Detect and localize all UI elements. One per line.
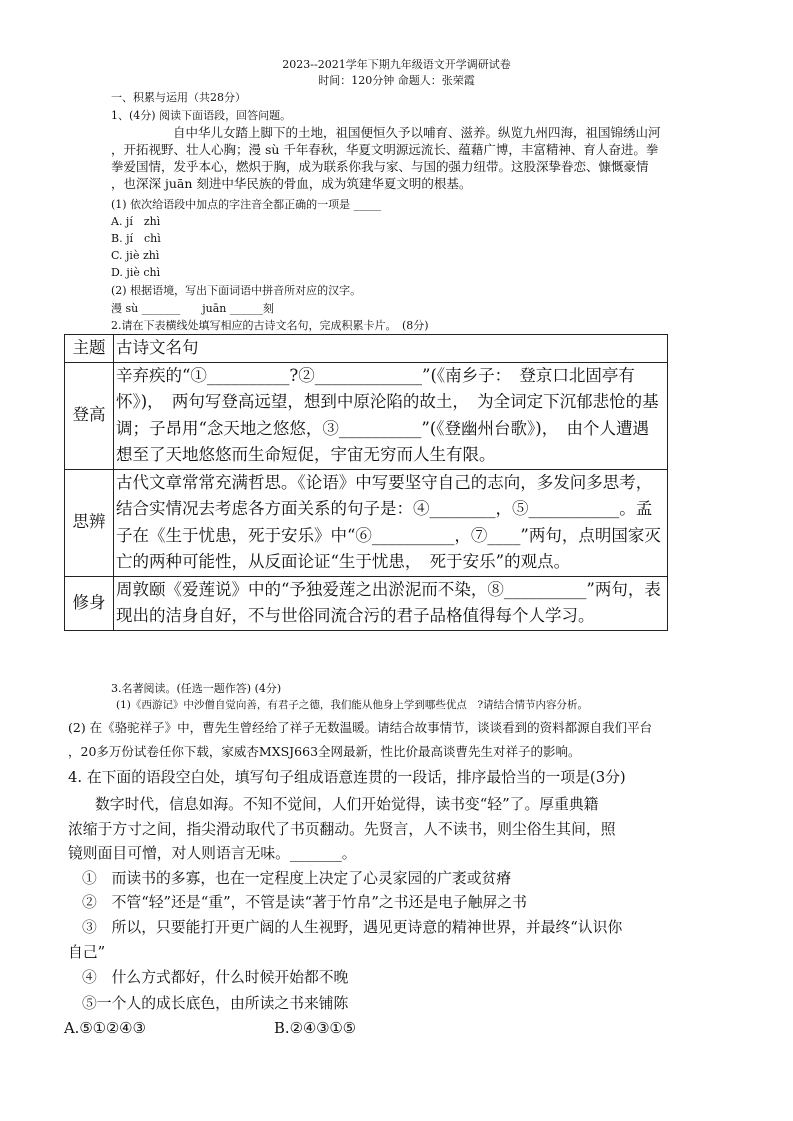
q1-sub2-blanks: 漫 sù _______ juān ______刻: [111, 302, 274, 315]
q1-sub1: (1) 依次给语段中加点的字注音全都正确的一项是 _____: [111, 198, 382, 211]
q1-sub2: (2) 根据语境，写出下面词语中拼音所对应的汉字。: [111, 284, 362, 297]
q2-stem: 2.请在下表横线处填写相应的古诗文名句，完成积累卡片。 (8分): [111, 319, 429, 332]
q4-item: ① 而读书的多寡，也在一定程度上决定了心灵家园的广袤或贫瘠: [82, 870, 512, 887]
q1-option-c: C. jiè zhì: [111, 249, 160, 262]
row-text: 周敦颐《爱莲说》中的“予独爱莲之出淤泥而不染，⑧__________”两句，表现出的洁身自好，不与世俗同流合污的君子品格值得每个人学习。: [114, 576, 668, 630]
q4-item: ② 不管“轻”还是“重”，不管是读“著于竹帛”之书还是电子触屏之书: [82, 894, 527, 911]
table-header-theme: 主题: [65, 335, 114, 363]
table-row: [65, 469, 668, 576]
exam-title: 2023--2021学年下期九年级语文开学调研试卷: [282, 58, 511, 71]
table-header-verses: 古诗文名句: [114, 335, 668, 363]
q4-passage-line: 浓缩于方寸之间，指尖滑动取代了书页翻动。先贤言，人不读书，则尘俗生其间，照: [68, 821, 616, 838]
q4-item: ③ 所以，只要能打开更广阔的人生视野，遇见更诗意的精神世界，并最终“认识你: [82, 919, 623, 936]
row-theme: 登高: [65, 362, 114, 469]
row-text: 古代文章常常充满哲思。《论语》中写要坚守自己的志向，多发问多思考， 结合实情况去考虑各方面关系的句子是：④________，⑤___________。孟子在《生于忧患，死于安乐》中“⑥__________，⑦____”两句，点明国家灭亡的两种可能性，从反面论证“生于忧患， 死于安乐”的观点。: [114, 469, 668, 576]
q1-option-d: D. jiè chì: [111, 266, 161, 279]
q3-sub2-line: (2) 在《骆驼祥子》中，曹先生曾经给了祥子无数温暖。请结合故事情节，谈谈看到的资料都源自我们平台: [68, 720, 653, 735]
row-theme: 思辨: [65, 469, 114, 576]
q1-option-b: B. jí chì: [111, 232, 161, 245]
q4-stem: 4. 在下面的语段空白处，填写句子组成语意连贯的一段话，排序最恰当的一项是(3分): [68, 769, 626, 786]
q1-stem: 1、(4分) 阅读下面语段，回答问题。: [111, 109, 292, 122]
poem-card-table: [64, 334, 668, 631]
row-theme: 修身: [65, 576, 114, 630]
q1-passage-line: 拳爱国情，发乎本心，燃炽于胸，成为联系你我与家、与国的强力纽带。这股深挚眷恋、慷慨豪情: [111, 159, 649, 174]
q3-sub2-line: ，20多万份试卷任你下载，家威杏MXSJ663全网最新，性比价最高谈曹先生对祥子的影响。: [68, 744, 581, 759]
q1-passage-line: ，也深深 juān 刻进中华民族的骨血，成为筑建华夏文明的根基。: [111, 176, 472, 191]
q3-stem: 3.名著阅读。(任选一题作答) (4分): [111, 682, 282, 695]
q1-passage-line: ，开拓视野、壮人心胸；漫 sù 千年春秋，华夏文明源远流长、蕴藉广博，丰富精神、育人奋进。拳: [111, 142, 659, 157]
q4-choice-a: A.⑤①②④③: [64, 1020, 146, 1037]
table-row: [65, 362, 668, 469]
q4-item: ⑤一个人的成长底色，由所读之书来铺陈: [82, 995, 349, 1012]
q4-passage-line: 镜则面目可憎，对人则语言无味。_______。: [68, 845, 357, 862]
exam-meta: 时间：120分钟 命题人：张荣霞: [318, 74, 475, 87]
q1-option-a: A. jí zhì: [111, 215, 161, 228]
q4-item: ④ 什么方式都好，什么时候开始都不晚: [82, 969, 349, 986]
q4-item: 自己”: [68, 944, 106, 961]
section-heading: 一、积累与运用（共28分）: [111, 91, 246, 104]
q4-choice-b: B.②④③①⑤: [274, 1020, 356, 1037]
table-header-row: [65, 335, 668, 363]
q4-passage-line: 数字时代，信息如海。不知不觉间，人们开始觉得，读书变“轻”了。厚重典籍: [95, 796, 599, 813]
q1-passage-line: 自中华儿女踏上脚下的土地，祖国便恒久予以哺育、滋养。纵览九州四海，祖国锦绣山河: [173, 125, 661, 140]
table-row: [65, 576, 668, 630]
q3-sub1: (1)《西游记》中沙僧自觉向善，有君子之德，我们能从他身上学到哪些优点 ?请结合情节内容分析。: [116, 699, 589, 711]
row-text: 辛弃疾的“①__________?②_____________”(《南乡子： 登京口北固亭有怀》)， 两句写登高远望，想到中原沦陷的故土， 为全词定下沉郁悲怆的基调；子昂用“念天地之悠悠，③__________”(《登幽州台歌》)， 由个人遭遇想至了天地悠悠而生命短促，宇宙无穷而人生有限。: [114, 362, 668, 469]
